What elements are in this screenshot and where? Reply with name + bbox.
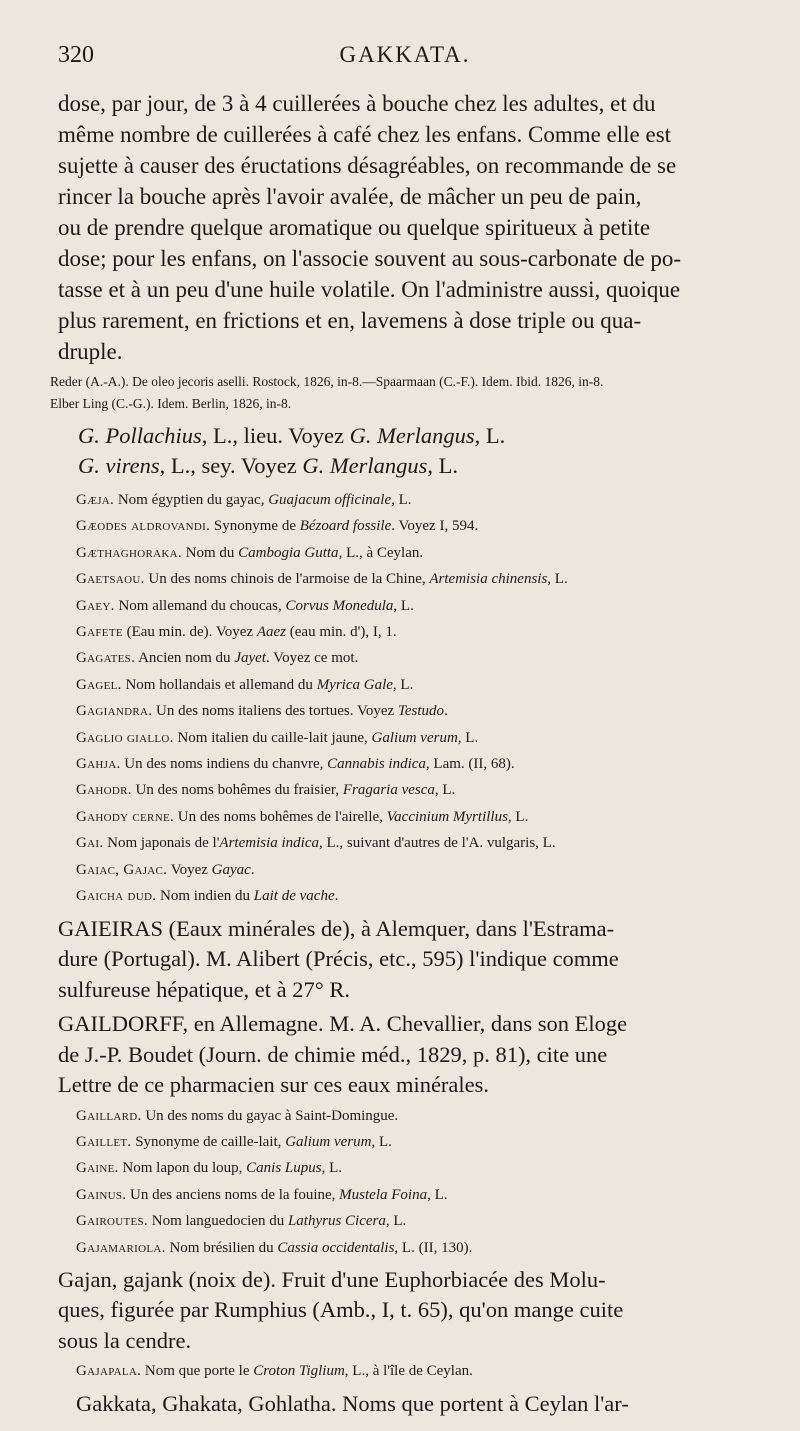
text-line: druple.: [58, 339, 123, 364]
text-line: sujette à causer des éructations désagréables, on recommande de se: [58, 153, 677, 178]
list-item: Gæja. Nom égyptien du gayac, Guajacum officinale, L.: [76, 492, 412, 508]
text-line: ques, figurée par Rumphius (Amb., I, t. 65), qu'on mange cuite: [58, 1297, 624, 1323]
intro-paragraph: [58, 88, 762, 367]
text-line: Lettre de ce pharmacien sur ces eaux minérales.: [58, 1072, 490, 1097]
list-item: Gafete (Eau min. de). Voyez Aaez (eau min. d'), I, 1.: [76, 624, 397, 641]
text-line: de J.-P. Boudet (Journ. de chimie méd., 1829, p. 81), cite une: [58, 1041, 608, 1067]
references: [50, 371, 762, 415]
reference-line: Elber Ling (C.-G.). Idem. Berlin, 1826, in-8.: [50, 396, 292, 411]
list-item: Gæodes aldrovandi. Synonyme de Bézoard fossile. Voyez I, 594.: [76, 518, 479, 535]
list-item: Gaiac, Gajac. Voyez Gayac.: [76, 861, 255, 878]
text-line: sous la cendre.: [58, 1327, 192, 1353]
list-item: Gagates. Ancien nom du Jayet. Voyez ce mot.: [76, 650, 359, 667]
page-header: [58, 42, 762, 88]
text-line: rincer la bouche après l'avoir avalée, de mâcher un peu de pain,: [58, 184, 642, 209]
text-line: Gajan, gajank (noix de). Fruit d'une Euphorbiacée des Molu-: [58, 1266, 606, 1292]
entry-gakkata: Gakkata, Ghakata, Gohlatha. Noms que portent à Ceylan l'ar-: [76, 1390, 629, 1416]
list-item: Gahja. Un des noms indiens du chanvre, Cannabis indica, Lam. (II, 68).: [76, 756, 515, 773]
text-line: même nombre de cuillerées à café chez les enfans. Comme elle est: [58, 122, 672, 147]
page-number: 320: [58, 42, 94, 68]
text-line: dose, par jour, de 3 à 4 cuillerées à bouche chez les adultes, et du: [58, 91, 656, 116]
text-line: GAIEIRAS (Eaux minérales de), à Alemquer, dans l'Estrama-: [58, 915, 615, 941]
list-item: Gai. Nom japonais de l'Artemisia indica, L., suivant d'autres de l'A. vulgaris, L.: [76, 835, 556, 852]
entry-gaieiras: [58, 914, 762, 1006]
entry-virens: G. virens, L., sey. Voyez G. Merlangus, L.: [78, 453, 458, 478]
list-item: Gaey. Nom allemand du choucas, Corvus Monedula, L.: [76, 597, 414, 614]
text-line: dose; pour les enfans, on l'associe souvent au sous-carbonate de po-: [58, 246, 682, 271]
entry-list-2: [58, 1103, 762, 1261]
list-item: Gaine. Nom lapon du loup, Canis Lupus, L.: [76, 1160, 343, 1177]
text-line: plus rarement, en frictions et en, lavemens à dose triple ou qua-: [58, 308, 642, 333]
text-line: ou de prendre quelque aromatique ou quelque spiritueux à petite: [58, 215, 651, 240]
list-item: Gainus. Un des anciens noms de la fouine, Mustela Foina, L.: [76, 1186, 448, 1203]
list-item: Gaetsaou. Un des noms chinois de l'armoise de la Chine, Artemisia chinensis, L.: [76, 571, 568, 588]
list-item: Gahody cerne. Un des noms bohêmes de l'airelle, Vaccinium Myrtillus, L.: [76, 808, 529, 825]
list-item: Gagel. Nom hollandais et allemand du Myrica Gale, L.: [76, 676, 414, 693]
list-item: Gahodr. Un des noms bohêmes du fraisier, Fragaria vesca, L.: [76, 782, 456, 799]
entry-gajan: [58, 1265, 762, 1357]
list-item: Gaicha dud. Nom indien du Lait de vache.: [76, 888, 339, 905]
text-line: dure (Portugal). M. Alibert (Précis, etc., 595) l'indique comme: [58, 946, 619, 971]
list-item: Gæthaghoraka. Nom du Cambogia Gutta, L., à Ceylan.: [76, 544, 424, 561]
text-line: GAILDORFF, en Allemagne. M. A. Chevallier, dans son Eloge: [58, 1011, 628, 1036]
entry-gajapala: Gajapala. Nom que porte le Croton Tiglium, L., à l'île de Ceylan.: [76, 1363, 473, 1380]
list-item: Gaillard. Un des noms du gayac à Saint-Domingue.: [76, 1107, 399, 1124]
entry-list: [58, 487, 762, 910]
list-item: Gaglio giallo. Nom italien du caille-lait jaune, Galium verum, L.: [76, 729, 479, 746]
reference-line: Reder (A.-A.). De oleo jecoris aselli. Rostock, 1826, in-8.—Spaarmaan (C.-F.). Idem. Ibid. 1826, in-8.: [50, 374, 604, 389]
list-item: Gagiandra. Un des noms italiens des tortues. Voyez Testudo.: [76, 703, 448, 720]
list-item: Gajamariola. Nom brésilien du Cassia occidentalis, L. (II, 130).: [76, 1239, 473, 1256]
text-line: tasse et à un peu d'une huile volatile. On l'administre aussi, quoique: [58, 277, 681, 302]
text-line: sulfureuse hépatique, et à 27° R.: [58, 976, 351, 1002]
entry-gaildorff: [58, 1009, 762, 1101]
list-item: Gairoutes. Nom languedocien du Lathyrus Cicera, L.: [76, 1213, 407, 1230]
list-item: Gaillet. Synonyme de caille-lait, Galium verum, L.: [76, 1133, 392, 1150]
running-title: GAKKATA.: [339, 42, 471, 67]
entry-pollachius: G. Pollachius, L., lieu. Voyez G. Merlangus, L.: [78, 423, 506, 448]
